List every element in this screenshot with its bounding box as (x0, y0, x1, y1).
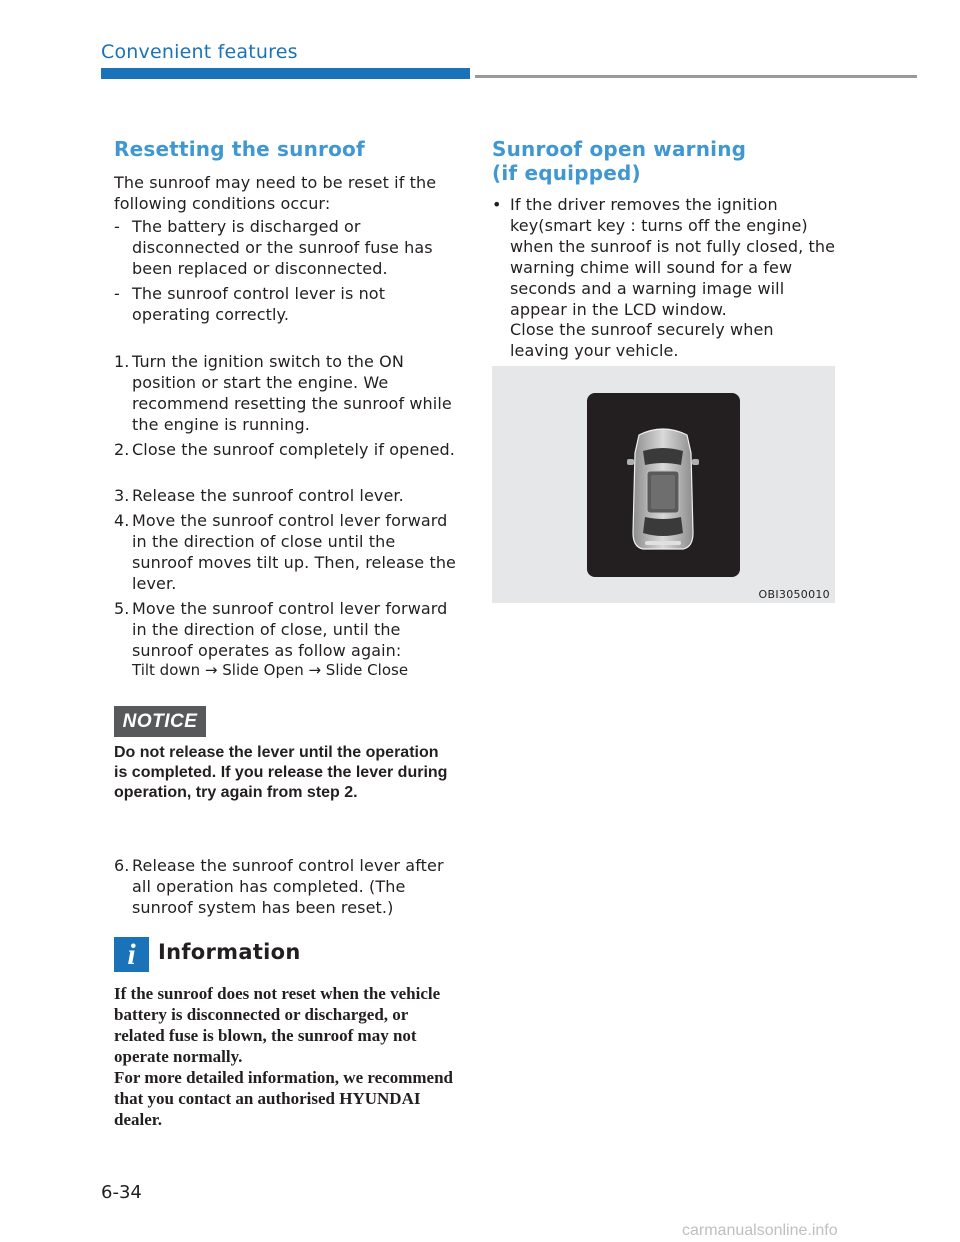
information-icon: i (114, 937, 149, 972)
step-text: Release the sunroof control lever after all operation has completed. (The sunroof system has been reset.) (132, 856, 444, 917)
section-title-sunroof-warning: Sunroof open warning (492, 137, 747, 161)
step-number: 2. (114, 440, 130, 459)
header-rule (475, 75, 917, 78)
car-top-view-icon (587, 393, 740, 577)
step-text: Turn the ignition switch to the ON position or start the engine. We recommend resetting the sunroof while the engine is running. (132, 352, 452, 434)
watermark: carmanualsonline.info (682, 1222, 838, 1239)
notice-badge: NOTICE (114, 706, 206, 737)
condition-item (114, 283, 456, 325)
information-paragraph: If the sunroof does not reset when the vehicle battery is disconnected or discharged, or related fuse is blown, the sunroof may not operate normally. (114, 984, 441, 1066)
bullet-followup: Close the sunroof securely when leaving your vehicle. (510, 320, 774, 360)
step-item (114, 485, 456, 506)
dash-marker: - (114, 284, 120, 303)
step-text: Move the sunroof control lever forward in the direction of close, until the sunroof operates as follow again: (132, 599, 448, 660)
step-text: Release the sunroof control lever. (132, 486, 404, 505)
information-title: Information (158, 940, 301, 964)
step-item (114, 855, 456, 918)
lcd-warning-figure (492, 366, 835, 603)
figure-code: OBI3050010 (758, 588, 830, 601)
step-text: Close the sunroof completely if opened. (132, 440, 455, 459)
section-title-resetting: Resetting the sunroof (114, 137, 365, 161)
bullet-text: If the driver removes the ignition key(smart key : turns off the engine) when the sunroof is not fully closed, the warning chime will sound for a few seconds and a warning image will appear in the LCD window. (510, 195, 836, 319)
step-text: Move the sunroof control lever forward in the direction of close until the sunroof moves tilt up. Then, release the lever. (132, 511, 456, 593)
step-item (114, 439, 456, 460)
step-item (114, 510, 456, 594)
notice-text: Do not release the lever until the operation is completed. If you release the lever during operation, try again from step 2. (114, 744, 448, 801)
step-number: 4. (114, 511, 130, 530)
step-number: 6. (114, 856, 130, 875)
step-item (114, 351, 456, 435)
intro-paragraph: The sunroof may need to be reset if the following conditions occur: (114, 173, 437, 213)
lcd-window (587, 393, 740, 577)
bullet-marker: • (492, 195, 502, 214)
section-subtitle-if-equipped: (if equipped) (492, 161, 641, 185)
step-number: 1. (114, 352, 130, 371)
condition-text: The battery is discharged or disconnected or the sunroof fuse has been replaced or disconnected. (132, 217, 433, 278)
step-number: 5. (114, 599, 130, 618)
header-accent-bar (101, 68, 470, 79)
operation-sequence: Tilt down → Slide Open → Slide Close (132, 661, 409, 679)
dash-marker: - (114, 217, 120, 236)
page-number: 6-34 (101, 1182, 142, 1203)
condition-item (114, 216, 456, 279)
condition-text: The sunroof control lever is not operating correctly. (132, 284, 386, 324)
information-paragraph: For more detailed information, we recommend that you contact an authorised HYUNDAI dealer. (114, 1068, 453, 1129)
step-number: 3. (114, 486, 130, 505)
warning-bullet (492, 194, 836, 320)
chapter-title: Convenient features (101, 41, 298, 63)
step-item (114, 598, 456, 661)
